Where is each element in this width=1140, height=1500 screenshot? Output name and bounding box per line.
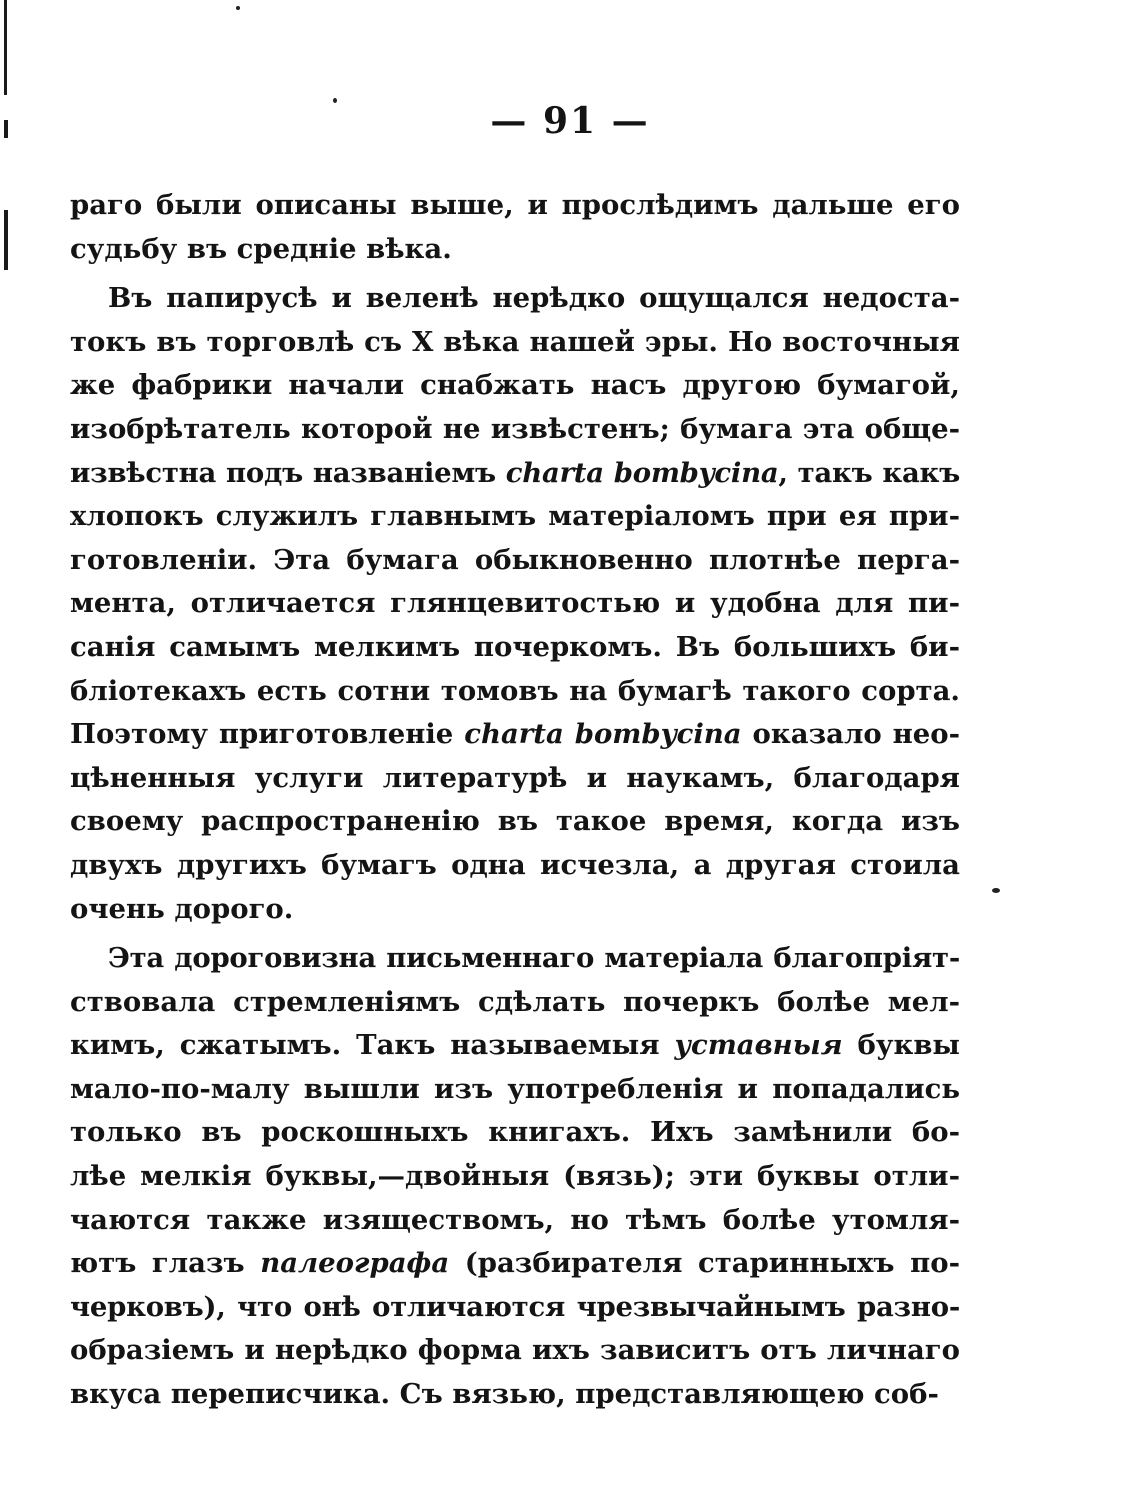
text-run: кимъ, сжатымъ. Такъ называемыя — [70, 1029, 675, 1062]
scan-edge-mark — [4, 0, 7, 95]
text-run: готовленіи. Эта бумага обыкновенно плотнѣе перга- — [70, 543, 960, 576]
italic-term: уставныя — [674, 1029, 843, 1062]
text-line — [70, 228, 960, 272]
text-run: своему распространенію въ такое время, когда изъ — [70, 805, 960, 838]
scan-speck — [992, 888, 1000, 893]
text-line — [70, 1329, 960, 1373]
text-run: черковъ), что онѣ отличаются чрезвычайнымъ разно- — [70, 1290, 960, 1323]
text-line — [70, 670, 960, 714]
text-line — [70, 452, 960, 496]
text-line — [70, 626, 960, 670]
text-line — [70, 713, 960, 757]
text-line — [70, 495, 960, 539]
text-line — [70, 844, 960, 888]
text-line — [70, 1199, 960, 1243]
text-run: мало-по-малу вышли изъ употребленія и попадались — [70, 1072, 960, 1105]
text-line — [70, 981, 960, 1025]
text-run: образіемъ и нерѣдко форма ихъ зависитъ отъ личнаго — [70, 1334, 960, 1367]
text-run: ствовала стремленіямъ сдѣлать почеркъ болѣе мел- — [70, 985, 960, 1018]
body-text — [70, 184, 960, 1417]
page-number: — 91 — — [490, 100, 650, 142]
text-line — [70, 1286, 960, 1330]
text-run: изобрѣтатель которой не извѣстенъ; бумага эта обще- — [70, 412, 960, 445]
italic-term: charta bombycina — [505, 456, 779, 489]
text-line — [70, 364, 960, 408]
text-run: ютъ глазъ — [70, 1247, 261, 1280]
text-run: же фабрики начали снабжать насъ другою бумагой, — [70, 369, 960, 402]
paragraph — [70, 277, 960, 931]
text-run: вкуса переписчика. Съ вязью, представляющею соб- — [70, 1378, 939, 1411]
text-run: , такъ какъ — [778, 456, 961, 489]
text-run: цѣненныя услуги литературѣ и наукамъ, благодаря — [70, 761, 960, 794]
text-line — [70, 757, 960, 801]
text-run: оказало нео- — [741, 718, 960, 751]
text-run: очень дорого. — [70, 892, 294, 925]
italic-term: палеографа — [260, 1247, 450, 1280]
text-line — [70, 1242, 960, 1286]
text-run: раго были описаны выше, и прослѣдимъ дальше его — [70, 189, 960, 221]
text-line — [70, 321, 960, 365]
text-run: мента, отличается глянцевитостью и удобна для пи- — [70, 587, 960, 620]
text-run: чаются также изяществомъ, но тѣмъ болѣе утомля- — [70, 1203, 960, 1236]
text-line — [70, 582, 960, 626]
text-line — [70, 800, 960, 844]
scan-speck — [236, 6, 240, 10]
text-run: извѣстна подъ названіемъ — [70, 456, 506, 489]
text-run: Поэтому приготовленіе — [70, 718, 465, 751]
paragraph — [70, 184, 960, 271]
text-run: Въ папирусѣ и веленѣ нерѣдко ощущался недоста- — [108, 282, 960, 315]
text-run: лѣе мелкія буквы,—двойныя (вязь); эти буквы отли- — [70, 1160, 960, 1193]
text-line — [70, 539, 960, 583]
text-run: санія самымъ мелкимъ почеркомъ. Въ большихъ би- — [70, 630, 960, 663]
scan-edge-mark — [4, 210, 8, 270]
text-line — [70, 1024, 960, 1068]
text-line — [70, 1155, 960, 1199]
text-run: двухъ другихъ бумагъ одна исчезла, а другая стоила — [70, 848, 960, 881]
text-run: Эта дороговизна письменнаго матеріала благопріят- — [108, 942, 960, 975]
paragraph — [70, 937, 960, 1417]
text-run: только въ роскошныхъ книгахъ. Ихъ замѣнили бо- — [70, 1116, 960, 1149]
text-run: бліотекахъ есть сотни томовъ на бумагѣ такого сорта. — [70, 674, 960, 707]
text-run: судьбу въ средніе вѣка. — [70, 232, 452, 265]
text-line — [70, 184, 960, 228]
text-line — [70, 937, 960, 981]
text-run: токъ въ торговлѣ съ X вѣка нашей эры. Но восточныя — [70, 325, 960, 358]
text-line — [70, 1111, 960, 1155]
italic-term: charta bombycina — [464, 718, 742, 751]
text-line — [70, 1068, 960, 1112]
text-line — [70, 888, 960, 932]
text-run: (разбирателя старинныхъ по- — [449, 1247, 960, 1280]
text-run: хлопокъ служилъ главнымъ матеріаломъ при ея при- — [70, 500, 960, 533]
text-line — [70, 1373, 960, 1417]
text-line — [70, 277, 960, 321]
text-run: буквы — [842, 1029, 960, 1062]
text-line — [70, 408, 960, 452]
